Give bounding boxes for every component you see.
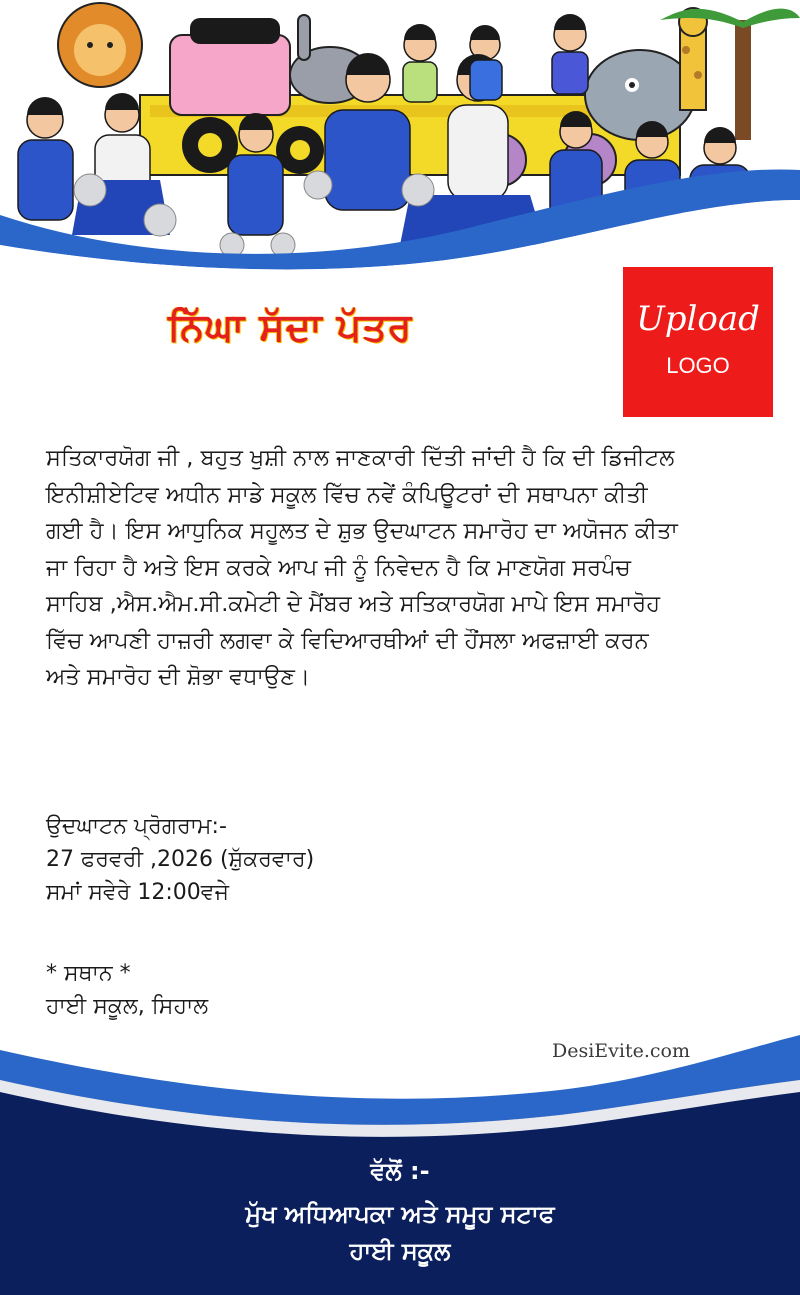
logo-label: LOGO [666, 353, 730, 378]
program-date: 27 ਫਰਵਰੀ ,2026 (ਸ਼ੁੱਕਰਵਾਰ) [46, 847, 315, 872]
program-time: ਸਮਾਂ ਸਵੇਰੇ 12:00ਵਜੇ [46, 880, 229, 905]
header-illustration [0, 0, 800, 270]
footer-school: ਹਾਈ ਸਕੂਲ [349, 1237, 451, 1265]
footer-signatory: ਮੁੱਖ ਅਧਿਆਪਕਾ ਅਤੇ ਸਮੂਹ ਸਟਾਫ [245, 1200, 555, 1228]
footer-from: ਵੱਲੋਂ :- [370, 1157, 430, 1185]
program-details [46, 810, 314, 909]
page-title: ਨਿੱਘਾ ਸੱਦਾ ਪੱਤਰ [168, 305, 413, 349]
watermark-text: DesiEvite.com [552, 1040, 691, 1062]
venue-name: ਹਾਈ ਸਕੂਲ, ਸਿਹਾਲ [46, 994, 209, 1019]
venue-details [46, 957, 208, 1023]
venue-heading: * ਸਥਾਨ * [46, 961, 131, 986]
program-heading: ਉਦਘਾਟਨ ਪ੍ਰੋਗਰਾਮ:- [46, 814, 227, 839]
invitation-body: ਸਤਿਕਾਰਯੋਗ ਜੀ , ਬਹੁਤ ਖੁਸ਼ੀ ਨਾਲ ਜਾਣਕਾਰੀ ਦਿੱਤੀ ਜਾਂਦੀ ਹੈ ਕਿ ਦੀ ਡਿਜੀਟਲ ਇਨੀਸ਼ੀਏਟਿਵ ਅਧੀਨ ਸਾਡੇ ਸਕੂਲ ਵਿੱਚ ਨਵੇਂ ਕੰਪਿਊਟਰਾਂ ਦੀ ਸਥਾਪਨਾ ਕੀਤੀ ਗਈ ਹੈ। ਇਸ ਆਧੁਨਿਕ ਸਹੂਲਤ ਦੇ ਸ਼ੁਭ ਉਦਘਾਟਨ ਸਮਾਰੋਹ ਦਾ ਅਯੋਜਨ ਕੀਤਾ ਜਾ ਰਿਹਾ ਹੈ ਅਤੇ ਇਸ ਕਰਕੇ ਆਪ ਜੀ ਨੂੰ ਨਿਵੇਦਨ ਹੈ ਕਿ ਮਾਣਯੋਗ ਸਰਪੰਚ ਸਾਹਿਬ ,ਐਸ.ਐਮ.ਸੀ.ਕਮੇਟੀ ਦੇ ਮੈਂਬਰ ਅਤੇ ਸਤਿਕਾਰਯੋਗ ਮਾਪੇ ਇਸ ਸਮਾਰੋਹ ਵਿੱਚ ਆਪਣੀ ਹਾਜ਼ਰੀ ਲਗਵਾ ਕੇ ਵਿਦਿਆਰਥੀਆਂ ਦੀ ਹੌਂਸਲਾ ਅਫਜ਼ਾਈ ਕਰਨ ਅਤੇ ਸਮਾਰੋਹ ਦੀ ਸ਼ੋਭਾ ਵਧਾਉਣ। [46, 445, 678, 690]
logo-upload-placeholder[interactable] [623, 267, 773, 417]
logo-upload-text: Upload [636, 299, 760, 339]
